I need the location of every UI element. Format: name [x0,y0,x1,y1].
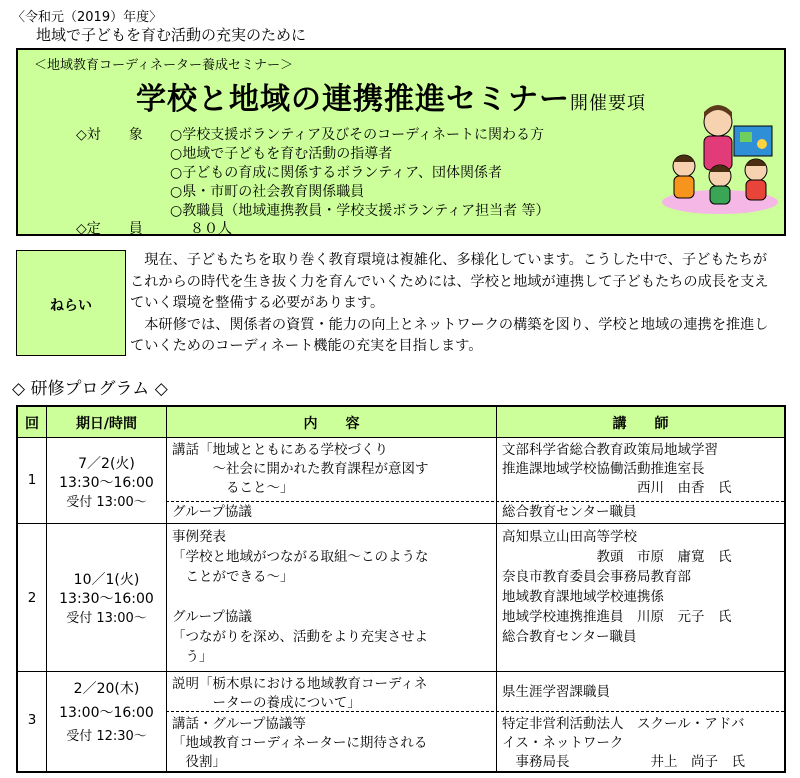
target-item: ○地域で子どもを育む活動の指導者 [170,146,393,162]
session-datetime [47,455,166,512]
session-lecturer: 県生涯学習課職員 [502,684,610,700]
session-lecturer: 高知県立山田高等学校 教頭 市原 庸寛 氏 奈良市教育委員会事務局教育部 地域教育課地域学校連携係 地域学校連携推進員 川原 元子 氏 総合教育センター職員 [502,529,732,645]
session-time: 13:00～16:00 [59,705,154,721]
session-reception: 受付 13:00～ [66,495,147,510]
session-content: 講話「地域とともにある学校づくり ～社会に開かれた教育課程が意図す ること～」 [172,442,429,496]
session-date: 10／1(火) [73,572,140,588]
aim-paragraph: 本研修では、関係者の資質・能力の向上とネットワークの構築を図り、学校と地域の連携を推進していくためのコーディネート機能の充実を目指します。 [130,316,769,354]
session-content: 説明「栃木県における地域教育コーディネ ーターの養成について」 [172,676,428,711]
aim-text [130,250,780,358]
target-item: ○教職員（地域連携教員・学校支援ボランティア担当者 等） [170,203,550,219]
session-date: 7／2(火) [78,456,135,472]
session-content: グループ協議 [172,504,252,520]
title-suffix: 開催要項 [570,93,646,114]
page-title [136,74,646,118]
program-table [16,405,786,773]
session-number: 1 [27,472,37,488]
children-illustration [658,96,778,216]
session-time: 13:30～16:00 [59,591,154,607]
aim-label: ねらい [50,298,92,314]
capacity-value: ８０人 [190,221,232,237]
session-content: 講話・グループ協議等 「地域教育コーディネーターに期待される 役割」 [172,716,428,770]
sub-row-divider [166,501,784,502]
session-content: 事例発表 「学校と地域がつながる取組～このような ことができる～」 グループ協議 「つながりを深め、活動をより充実させよ う」 [172,529,429,665]
aim-paragraph: 現在、子どもたちを取り巻く教育環境は複雑化、多様化しています。こうした中で、子どもたちがこれからの時代を生き抜く力を育んでいくためには、学校と地域が連携して子どもたちの成長を支えていく環境を整備する必要があります。 [130,252,769,311]
session-number: 3 [27,712,37,728]
page-subtitle: 地域で子どもを育む活動の充実のために [36,26,307,44]
session-lecturer: 総合教育センター職員 [502,504,637,520]
session-reception: 受付 12:30～ [66,729,147,744]
target-item: ○県・市町の社会教育関係職員 [170,184,365,200]
session-reception: 受付 13:00～ [66,611,147,626]
col-header-lecturer: 講 師 [612,416,669,432]
row-divider [18,437,784,438]
fiscal-year: 〈令和元（2019）年度〉 [12,10,163,25]
session-lecturer: 文部科学省総合教育政策局地域学習 推進課地域学校協働活動推進室長 西川 由香 氏 [502,442,732,496]
target-item: ○子どもの育成に関係するボランティア、団体関係者 [170,165,502,181]
col-header-no: 回 [25,416,39,432]
session-lecturer: 特定非営利活動法人 スクール・アドバ イス・ネットワーク 事務局長 井上 尚子 氏 [502,716,745,770]
session-time: 13:30～16:00 [59,475,154,491]
session-date: 2／20(木) [73,681,140,697]
capacity-label: ◇定 員 [76,221,143,237]
seminar-header-box [16,48,786,236]
program-heading: ◇ 研修プログラム ◇ [12,379,168,399]
col-divider [166,407,167,771]
col-header-date: 期日/時間 [75,416,138,432]
row-divider [18,523,784,524]
session-number: 2 [27,590,37,606]
target-item: ○学校支援ボランティア及びそのコーディネートに関わる方 [170,127,544,143]
col-header-content: 内 容 [303,416,360,432]
aim-label-box [16,250,126,356]
row-divider [18,671,784,672]
col-divider [496,407,497,771]
title-text: 学校と地域の連携推進セミナー [136,82,570,117]
seminar-series: ＜地域教育コーディネーター養成セミナー＞ [34,58,293,73]
target-label: ◇対 象 [76,127,143,143]
session-datetime [47,677,166,749]
session-datetime [47,571,166,628]
